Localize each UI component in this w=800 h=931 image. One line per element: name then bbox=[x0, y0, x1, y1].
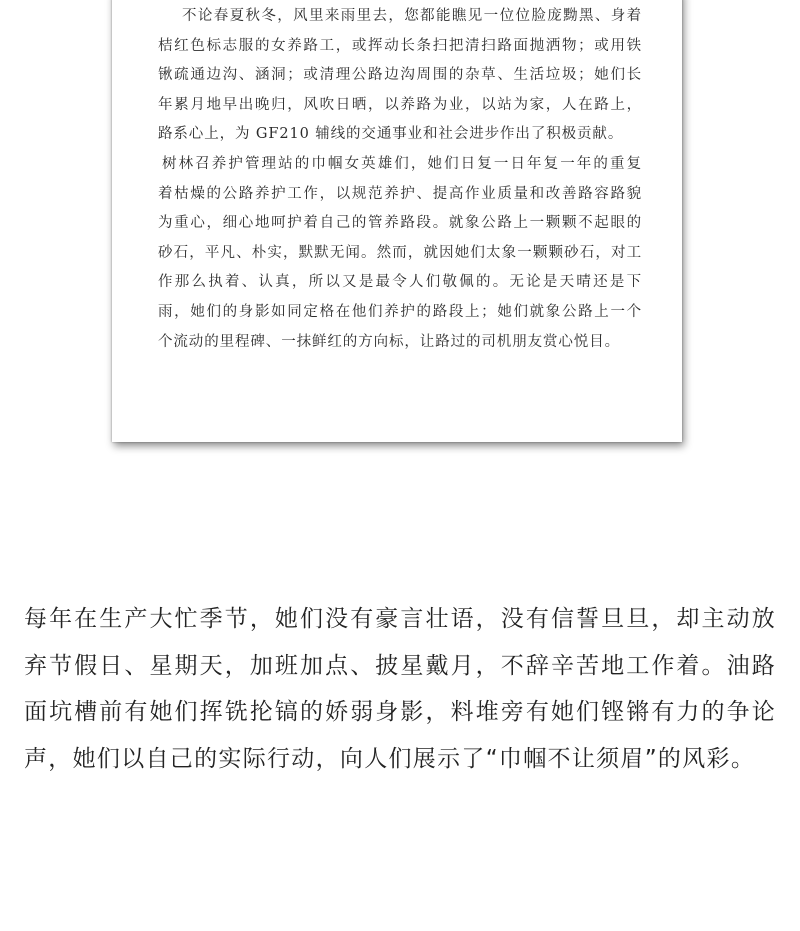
document-body bbox=[158, 2, 642, 357]
text-line: 不论春夏秋冬，风里来雨里去，您都能瞧见一位位脸庞黝黑、身着 bbox=[182, 8, 642, 24]
text-line: 砂石，平凡、朴实，默默无闻。然而，就因她们太象一颗颗砂石，对工 bbox=[158, 244, 642, 261]
article-line: 每年在生产大忙季节，她们没有豪言壮语，没有信誓旦旦，却主动放 bbox=[24, 606, 776, 632]
paragraph-1 bbox=[158, 2, 642, 150]
paragraph-2 bbox=[158, 150, 642, 357]
article-line: 声，她们以自己的实际行动，向人们展示了“巾帼不让须眉”的风彩。 bbox=[24, 745, 756, 772]
text-line: 作那么执着、认真，所以又是最令人们敬佩的。无论是天晴还是下 bbox=[158, 274, 642, 291]
article-line: 弃节假日、星期天，加班加点、披星戴月，不辞辛苦地工作着。油路 bbox=[24, 652, 776, 679]
text-line: 为重心，细心地呵护着自己的管养路段。就象公路上一颗颗不起眼的 bbox=[158, 215, 642, 232]
text-line: 年累月地早出晚归，风吹日晒，以养路为业，以站为家，人在路上， bbox=[158, 96, 642, 113]
text-line: 个流动的里程碑、一抹鲜红的方向标，让路过的司机朋友赏心悦目。 bbox=[158, 333, 620, 350]
text-line: 树林召养护管理站的巾帼女英雄们，她们日复一日年复一年的重复 bbox=[162, 155, 642, 172]
text-line: 着枯燥的公路养护工作，以规范养护、提高作业质量和改善路容路貌 bbox=[158, 185, 642, 202]
article-paragraph bbox=[24, 596, 776, 782]
text-line: 雨，她们的身影如同定格在他们养护的路段上；她们就象公路上一个 bbox=[158, 303, 642, 320]
text-line: 桔红色标志服的女养路工，或挥动长条扫把清扫路面抛洒物；或用铁 bbox=[158, 37, 642, 54]
text-line: 锹疏通边沟、涵洞；或清理公路边沟周围的杂草、生活垃圾；她们长 bbox=[158, 67, 642, 84]
article-line: 面坑槽前有她们挥铣抡镐的娇弱身影，料堆旁有她们铿锵有力的争论 bbox=[24, 699, 776, 725]
text-line: 路系心上，为 GF210 辅线的交通事业和社会进步作出了积极贡献。 bbox=[158, 126, 624, 143]
document-page-image bbox=[112, 0, 682, 442]
